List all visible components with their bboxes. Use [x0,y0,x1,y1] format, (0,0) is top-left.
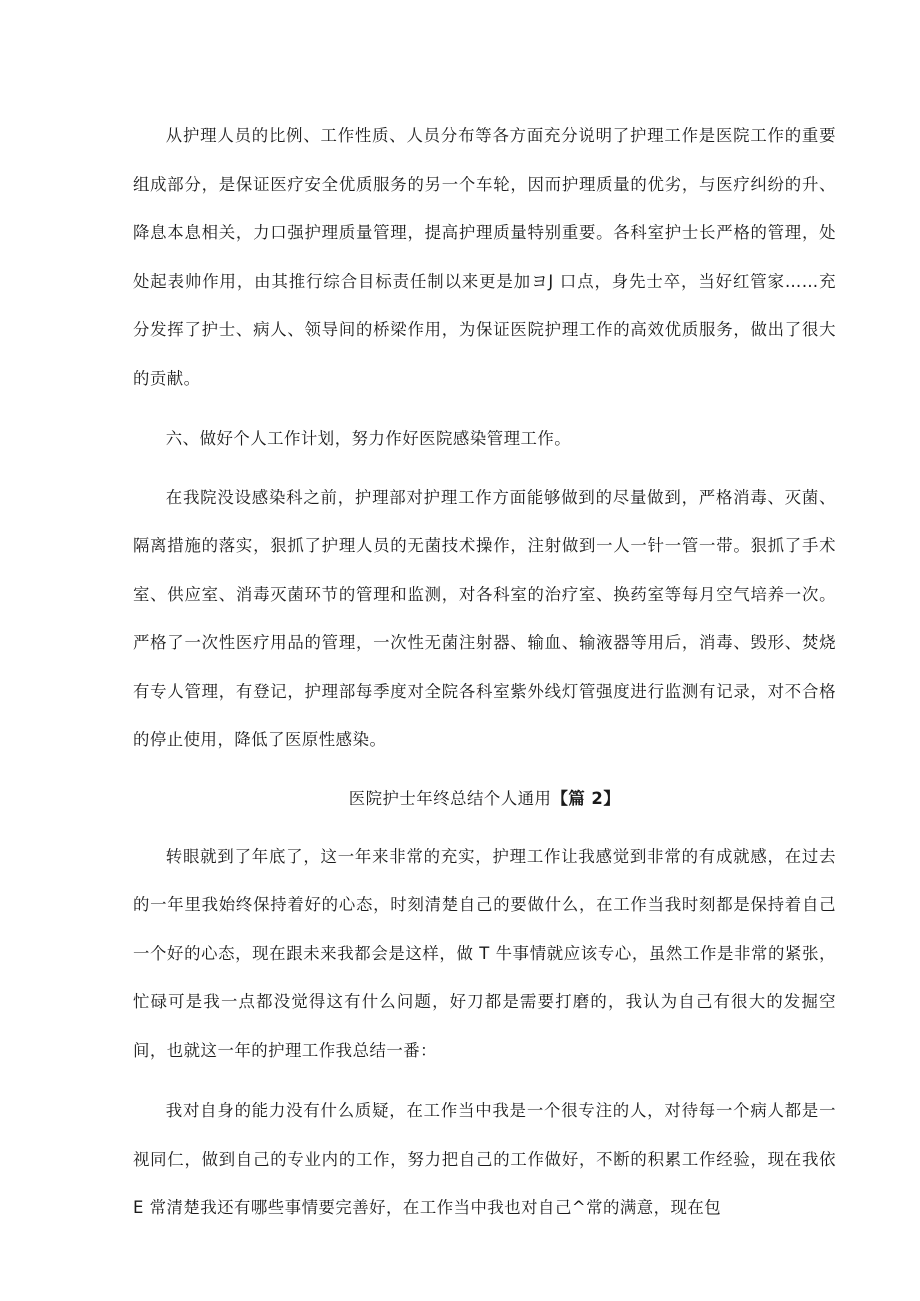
section-heading [133,777,836,821]
body-paragraph: 我对自身的能力没有什么质疑，在工作当中我是一个很专注的人，对待每一个病人都是一视同仁，做到自己的专业内的工作，努力把自己的工作做好，不断的积累工作经验，现在我依 E 常清楚我还有哪些事情要完善好，在工作当中我也对自己^常的满意，现在包 [133,1101,836,1217]
body-paragraph: 转眼就到了年底了，这一年来非常的充实，护理工作让我感觉到非常的有成就感，在过去的一年里我始终保持着好的心态，时刻清楚自己的要做什么，在工作当我时刻都是保持着自己一个好的心态，现在跟未来我都会是这样，做 T 牛事情就应该专心，虽然工作是非常的紧张，忙碌可是我一点都没觉得这有什么问题，好刀都是需要打磨的，我认为自己有很大的发掘空间，也就这一年的护理工作我总结一番： [133,846,836,1060]
section-heading-suffix: 【篇 2】 [551,788,621,808]
body-paragraph: 在我院没设感染科之前，护理部对护理工作方面能够做到的尽量做到，严格消毒、灭菌、隔离措施的落实，狠抓了护理人员的无菌技术操作，注射做到一人一针一管一带。狠抓了手术室、供应室、消毒灭菌环节的管理和监测，对各科室的治疗室、换药室等每月空气培养一次。严格了一次性医疗用品的管理，一次性无菌注射器、输血、输液器等用后，消毒、毁形、焚烧有专人管理，有登记，护理部每季度对全院各科室紫外线灯管强度进行监测有记录，对不合格的停止使用，降低了医原性感染。 [133,487,836,749]
body-paragraph: 从护理人员的比例、工作性质、人员分布等各方面充分说明了护理工作是医院工作的重要组成部分，是保证医疗安全优质服务的另一个车轮，因而护理质量的优劣，与医疗纠纷的升、降息本息相关，力口强护理质量管理，提高护理质量特别重要。各科室护士长严格的管理，处处起表帅作用，由其推行综合目标责任制以来更是加ヨJ 口点，身先士卒，当好红管家……充分发挥了护士、病人、领导间的桥梁作用，为保证医院护理工作的高效优质服务，做出了很大的贡献。 [133,126,836,388]
section-heading-text: 医院护士年终总结个人通用 [348,788,552,808]
section-subheading: 六、做好个人工作计划，努力作好医院感染管理工作。 [165,429,572,448]
